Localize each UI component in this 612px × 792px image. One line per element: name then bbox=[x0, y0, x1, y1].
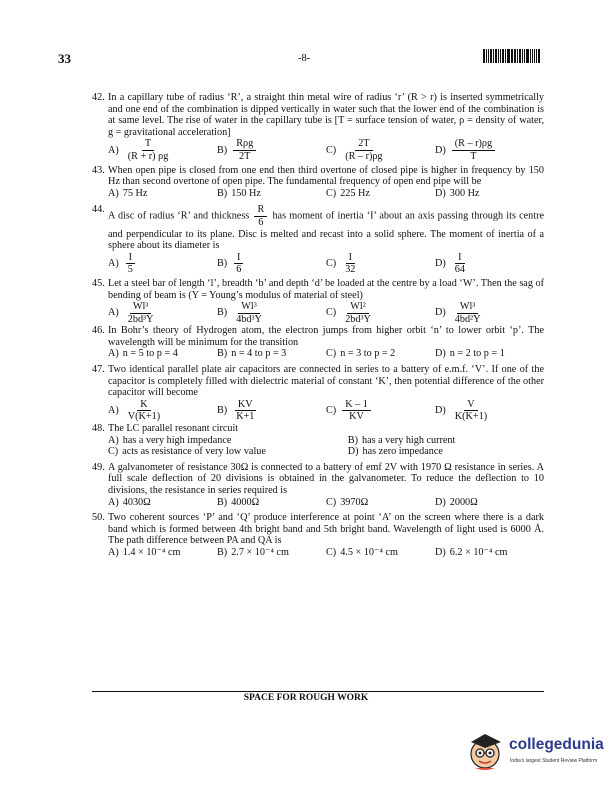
option-d[interactable]: D) $\frac{\text{Wl³}}{\text{4bd²Y}}$ bbox=[435, 301, 481, 325]
option-c[interactable]: C) acts as resistance of very low value bbox=[108, 446, 266, 458]
question-text: In Bohr’s theory of Hydrogen atom, the electron jumps from higher orbit ‘n’ to lower orbit ‘p’. The wavelength will be minimum for the transition bbox=[108, 325, 544, 348]
option-d[interactable]: D) 6.2 × 10⁻⁴ cm bbox=[435, 546, 508, 558]
option-c[interactable]: C) $\frac{I}{32}$ bbox=[326, 251, 356, 276]
question-number: 44. bbox=[92, 204, 105, 216]
options-50 bbox=[108, 547, 544, 559]
option-d[interactable]: D) $\frac{(R - r)\rho g}{T}$ bbox=[435, 138, 544, 162]
question-number: 50. bbox=[92, 512, 105, 524]
option-b[interactable]: B) n = 4 to p = 3 bbox=[217, 348, 287, 360]
question-number: 48. bbox=[92, 423, 105, 435]
option-a[interactable]: A) 75 Hz bbox=[108, 187, 148, 199]
option-b[interactable]: B) 2.7 × 10⁻⁴ cm bbox=[217, 546, 289, 558]
options-44 bbox=[108, 252, 544, 276]
graduate-mascot-icon bbox=[463, 730, 507, 772]
option-c[interactable]: C) $\frac{\text{Wl²}}{\text{2bd³Y}}$ bbox=[326, 301, 371, 325]
question-43 bbox=[92, 165, 544, 188]
question-text: A disc of radius ‘R’ and thickness $\frac{R}{6}$ has moment of inertia ‘I’ about an axis passing through its centre and perpendicular to its plane. Disc is melted and recast into a solid sphere. The moment of inertia of a sphere about its diameter is bbox=[108, 204, 544, 252]
options-47 bbox=[108, 399, 544, 423]
brand-tagline: India's largest Student Review Platform bbox=[510, 758, 598, 764]
option-c[interactable]: C) 225 Hz bbox=[326, 187, 370, 199]
option-c[interactable]: C) $\frac{K - 1}{KV}$ bbox=[326, 399, 435, 423]
option-c[interactable]: C) n = 3 to p = 2 bbox=[326, 348, 396, 360]
option-b[interactable]: B) $\frac{I}{6}$ bbox=[217, 252, 326, 276]
question-text: Let a steel bar of length ‘l’, breadth ‘b’ and depth ‘d’ be loaded at the centre by a load ‘W’. Then the sag of bending of beam is (Y = Young’s modulus of material of steel) bbox=[108, 277, 544, 301]
option-b[interactable]: B) $\frac{\text{Wl³}}{\text{4bd³Y}}$ bbox=[217, 301, 262, 325]
question-number: 45. bbox=[92, 277, 105, 289]
options-45 bbox=[108, 301, 544, 325]
question-text: Two coherent sources ‘P’ and ‘Q’ produce interference at point ‘A’ on the screen where there is a dark band which is formed between 4th bright band and 5th bright band. Wavelength of light used is 6000 Å. The path difference between PA and QA is bbox=[108, 512, 544, 547]
options-49 bbox=[108, 497, 544, 509]
option-b[interactable]: B) $\frac{\text{Rρg}}{2T}$ bbox=[217, 138, 326, 162]
option-b[interactable]: B) has a very high current bbox=[347, 434, 456, 446]
question-text: When open pipe is closed from one end then third overtone of closed pipe is higher in frequency by 150 Hz than second overtone of open pipe. The fundamental frequency of open end pipe will be bbox=[108, 164, 544, 188]
options-42 bbox=[108, 138, 544, 162]
option-a[interactable]: A) 4030Ω bbox=[108, 496, 151, 508]
option-b[interactable]: B) $\frac{KV}{K+1}$ bbox=[217, 398, 255, 423]
option-b[interactable]: B) 4000Ω bbox=[217, 496, 260, 508]
option-d[interactable]: D) 300 Hz bbox=[435, 187, 480, 199]
option-c[interactable]: C) 4.5 × 10⁻⁴ cm bbox=[326, 546, 398, 558]
question-50 bbox=[92, 512, 544, 547]
brand-name: collegedunia bbox=[509, 736, 604, 753]
question-42 bbox=[92, 92, 544, 138]
options-48 bbox=[108, 435, 544, 458]
options-46 bbox=[108, 348, 544, 360]
option-a[interactable]: A) $\frac{T}{(R + r) \rho g}$ bbox=[108, 138, 169, 162]
question-47 bbox=[92, 364, 544, 399]
questions-list bbox=[92, 92, 544, 559]
barcode-icon bbox=[483, 49, 540, 63]
option-a[interactable]: A) has a very high impedance bbox=[108, 434, 232, 446]
paper-code: 33 bbox=[58, 51, 71, 66]
option-d[interactable]: D) $\frac{I}{64}$ bbox=[435, 251, 465, 276]
collegedunia-logo bbox=[463, 730, 603, 775]
rough-work-label: SPACE FOR ROUGH WORK bbox=[243, 693, 369, 703]
divider bbox=[92, 691, 544, 692]
option-a[interactable]: A) 1.4 × 10⁻⁴ cm bbox=[108, 546, 181, 558]
question-number: 47. bbox=[92, 364, 105, 376]
options-43 bbox=[108, 188, 544, 200]
option-d[interactable]: D) n = 2 to p = 1 bbox=[435, 348, 505, 360]
question-46 bbox=[92, 325, 544, 348]
question-text: Two identical parallel plate air capacitors are connected in series to a battery of e.m.f. ‘V’. If one of the capacitor is completely filled with dielectric material of constant ‘K’, then potential difference of the other capacitor will become bbox=[108, 364, 544, 399]
option-d[interactable]: D) has zero impedance bbox=[347, 446, 443, 458]
option-d[interactable]: D) $\frac{V}{K(K+1)}$ bbox=[435, 398, 488, 423]
question-44 bbox=[92, 204, 544, 251]
question-49 bbox=[92, 462, 544, 497]
question-text: In a capillary tube of radius ‘R’, a straight thin metal wire of radius ‘r’ (R > r) is inserted symmetrically and one end of the combination is dipped vertically in water such that the lower end of the combination is at same level. The rise of water in the capillary tube is [T = surface tension of water, ρ = density of water, g = gravitational acceleration] bbox=[108, 92, 544, 138]
option-d[interactable]: D) 2000Ω bbox=[435, 496, 478, 508]
question-text: A galvanometer of resistance 30Ω is connected to a battery of emf 2V with 1970 Ω resistance in series. A full scale deflection of 20 divisions is obtained in the galvanometer. To reduce the deflection to 10 divisions, the resistance in series required is bbox=[108, 461, 544, 496]
question-45 bbox=[92, 278, 544, 301]
question-text: The LC parallel resonant circuit bbox=[108, 423, 239, 435]
question-number: 49. bbox=[92, 461, 105, 473]
question-48 bbox=[92, 423, 544, 435]
question-number: 42. bbox=[92, 92, 105, 103]
question-number: 43. bbox=[92, 164, 105, 176]
option-a[interactable]: A) $\frac{I}{5}$ bbox=[108, 252, 217, 276]
question-number: 46. bbox=[92, 325, 105, 337]
option-a[interactable]: A) $\frac{\text{Wl³}}{\text{2bd³Y}}$ bbox=[108, 301, 154, 325]
option-b[interactable]: B) 150 Hz bbox=[217, 187, 261, 199]
page-number: -8- bbox=[298, 53, 311, 64]
option-a[interactable]: A) n = 5 to p = 4 bbox=[108, 348, 178, 360]
option-c[interactable]: C) $\frac{2T}{(R - r)\rho g}$ bbox=[326, 138, 383, 162]
option-c[interactable]: C) 3970Ω bbox=[326, 496, 369, 508]
option-a[interactable]: A) $\frac{K}{V(K+1)}$ bbox=[108, 398, 161, 423]
